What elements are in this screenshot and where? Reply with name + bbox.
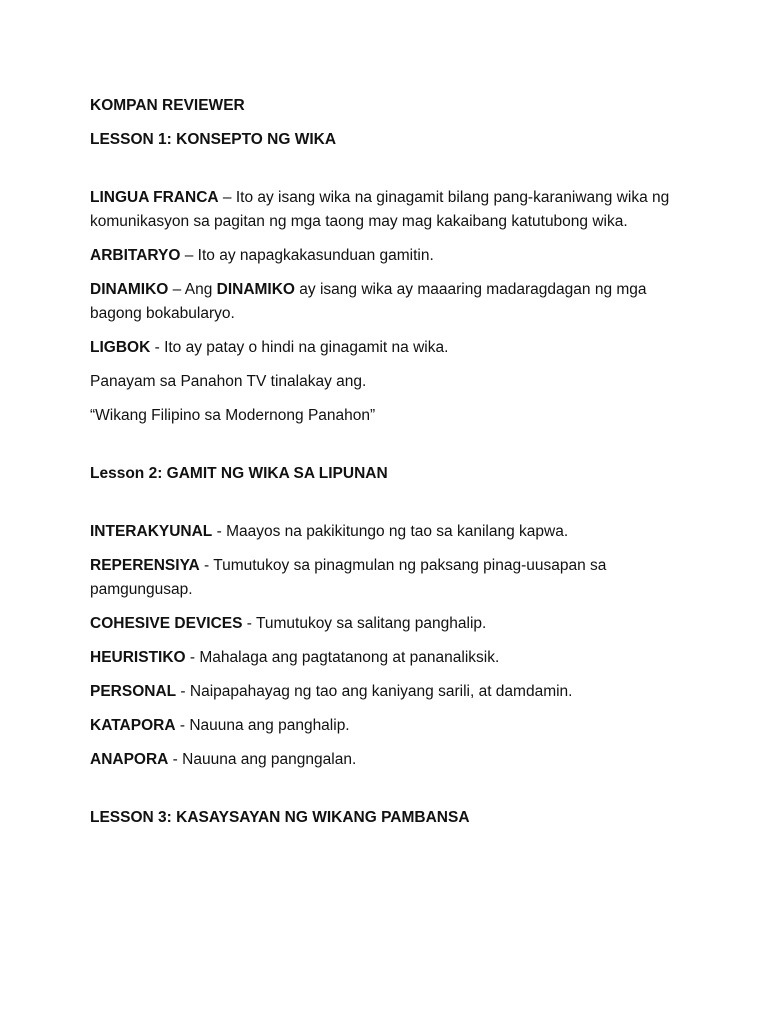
definition-dinamiko — [90, 278, 690, 326]
definition-text: Ito ay patay o hindi na ginagamit na wika. — [164, 339, 449, 356]
definition-text: Tumutukoy sa salitang panghalip. — [255, 615, 487, 632]
definition-anapora — [90, 748, 690, 772]
term: ARBITARYO — [90, 247, 181, 264]
separator: - — [168, 751, 183, 768]
separator: - — [242, 615, 256, 632]
separator: - — [150, 339, 165, 356]
lesson3-heading: LESSON 3: KASAYSAYAN NG WIKANG PAMBANSA — [90, 809, 470, 826]
document-title: KOMPAN REVIEWER — [90, 97, 245, 114]
definition-text: Ito ay napagkakasunduan gamitin. — [197, 247, 434, 264]
definition-arbitaryo — [90, 244, 690, 268]
term: REPERENSIYA — [90, 557, 200, 574]
term: KATAPORA — [90, 717, 176, 734]
definition-text: Tumutukoy sa pinagmulan ng paksang pinag-uusapan sa pamgungusap. — [90, 557, 607, 598]
definition-cohesive-devices — [90, 612, 690, 636]
document-page — [90, 94, 690, 840]
term: LIGBOK — [90, 339, 151, 356]
definition-lingua-franca — [90, 186, 690, 234]
panayam-text: Panayam sa Panahon TV tinalakay ang. — [90, 373, 367, 390]
spacer — [90, 162, 690, 186]
definition-text: Mahalaga ang pagtatanong at pananaliksik. — [199, 649, 500, 666]
term: ANAPORA — [90, 751, 169, 768]
separator: - — [175, 717, 190, 734]
term: COHESIVE DEVICES — [90, 615, 243, 632]
separator: - — [199, 557, 214, 574]
separator: – Ang — [168, 281, 217, 298]
separator: - — [212, 523, 227, 540]
separator: - — [176, 683, 190, 700]
definition-text: Ito ay isang wika na ginagamit bilang pang-karaniwang wika ng komunikasyon sa pagitan ng mga taong may mag kakaibang katutubong wika. — [90, 189, 670, 230]
definition-text: Nauuna ang pangngalan. — [182, 751, 357, 768]
quote-text: “Wikang Filipino sa Modernong Panahon” — [90, 407, 376, 424]
spacer — [90, 782, 690, 806]
separator: – — [218, 189, 236, 206]
spacer — [90, 438, 690, 462]
term: HEURISTIKO — [90, 649, 186, 666]
lesson2-heading: Lesson 2: GAMIT NG WIKA SA LIPUNAN — [90, 465, 388, 482]
term: PERSONAL — [90, 683, 177, 700]
definition-interakyunal — [90, 520, 690, 544]
definition-personal — [90, 680, 690, 704]
definition-ligbok — [90, 336, 690, 360]
definition-reperensiya — [90, 554, 690, 602]
lesson1-heading: LESSON 1: KONSEPTO NG WIKA — [90, 131, 337, 148]
separator: - — [185, 649, 200, 666]
definition-text: Maayos na pakikitungo ng tao sa kanilang kapwa. — [226, 523, 569, 540]
definition-text: Nauuna ang panghalip. — [189, 717, 350, 734]
definition-text: Naipapahayag ng tao ang kaniyang sarili, at damdamin. — [189, 683, 573, 700]
term: DINAMIKO — [90, 281, 169, 298]
spacer — [90, 496, 690, 520]
definition-heuristiko — [90, 646, 690, 670]
definition-text: ay isang wika ay maaaring madaragdagan ng mga bagong bokabularyo. — [90, 281, 647, 322]
definition-katapora — [90, 714, 690, 738]
term-inline: DINAMIKO — [216, 281, 295, 298]
term: INTERAKYUNAL — [90, 523, 213, 540]
term: LINGUA FRANCA — [90, 189, 219, 206]
separator: – — [180, 247, 198, 264]
